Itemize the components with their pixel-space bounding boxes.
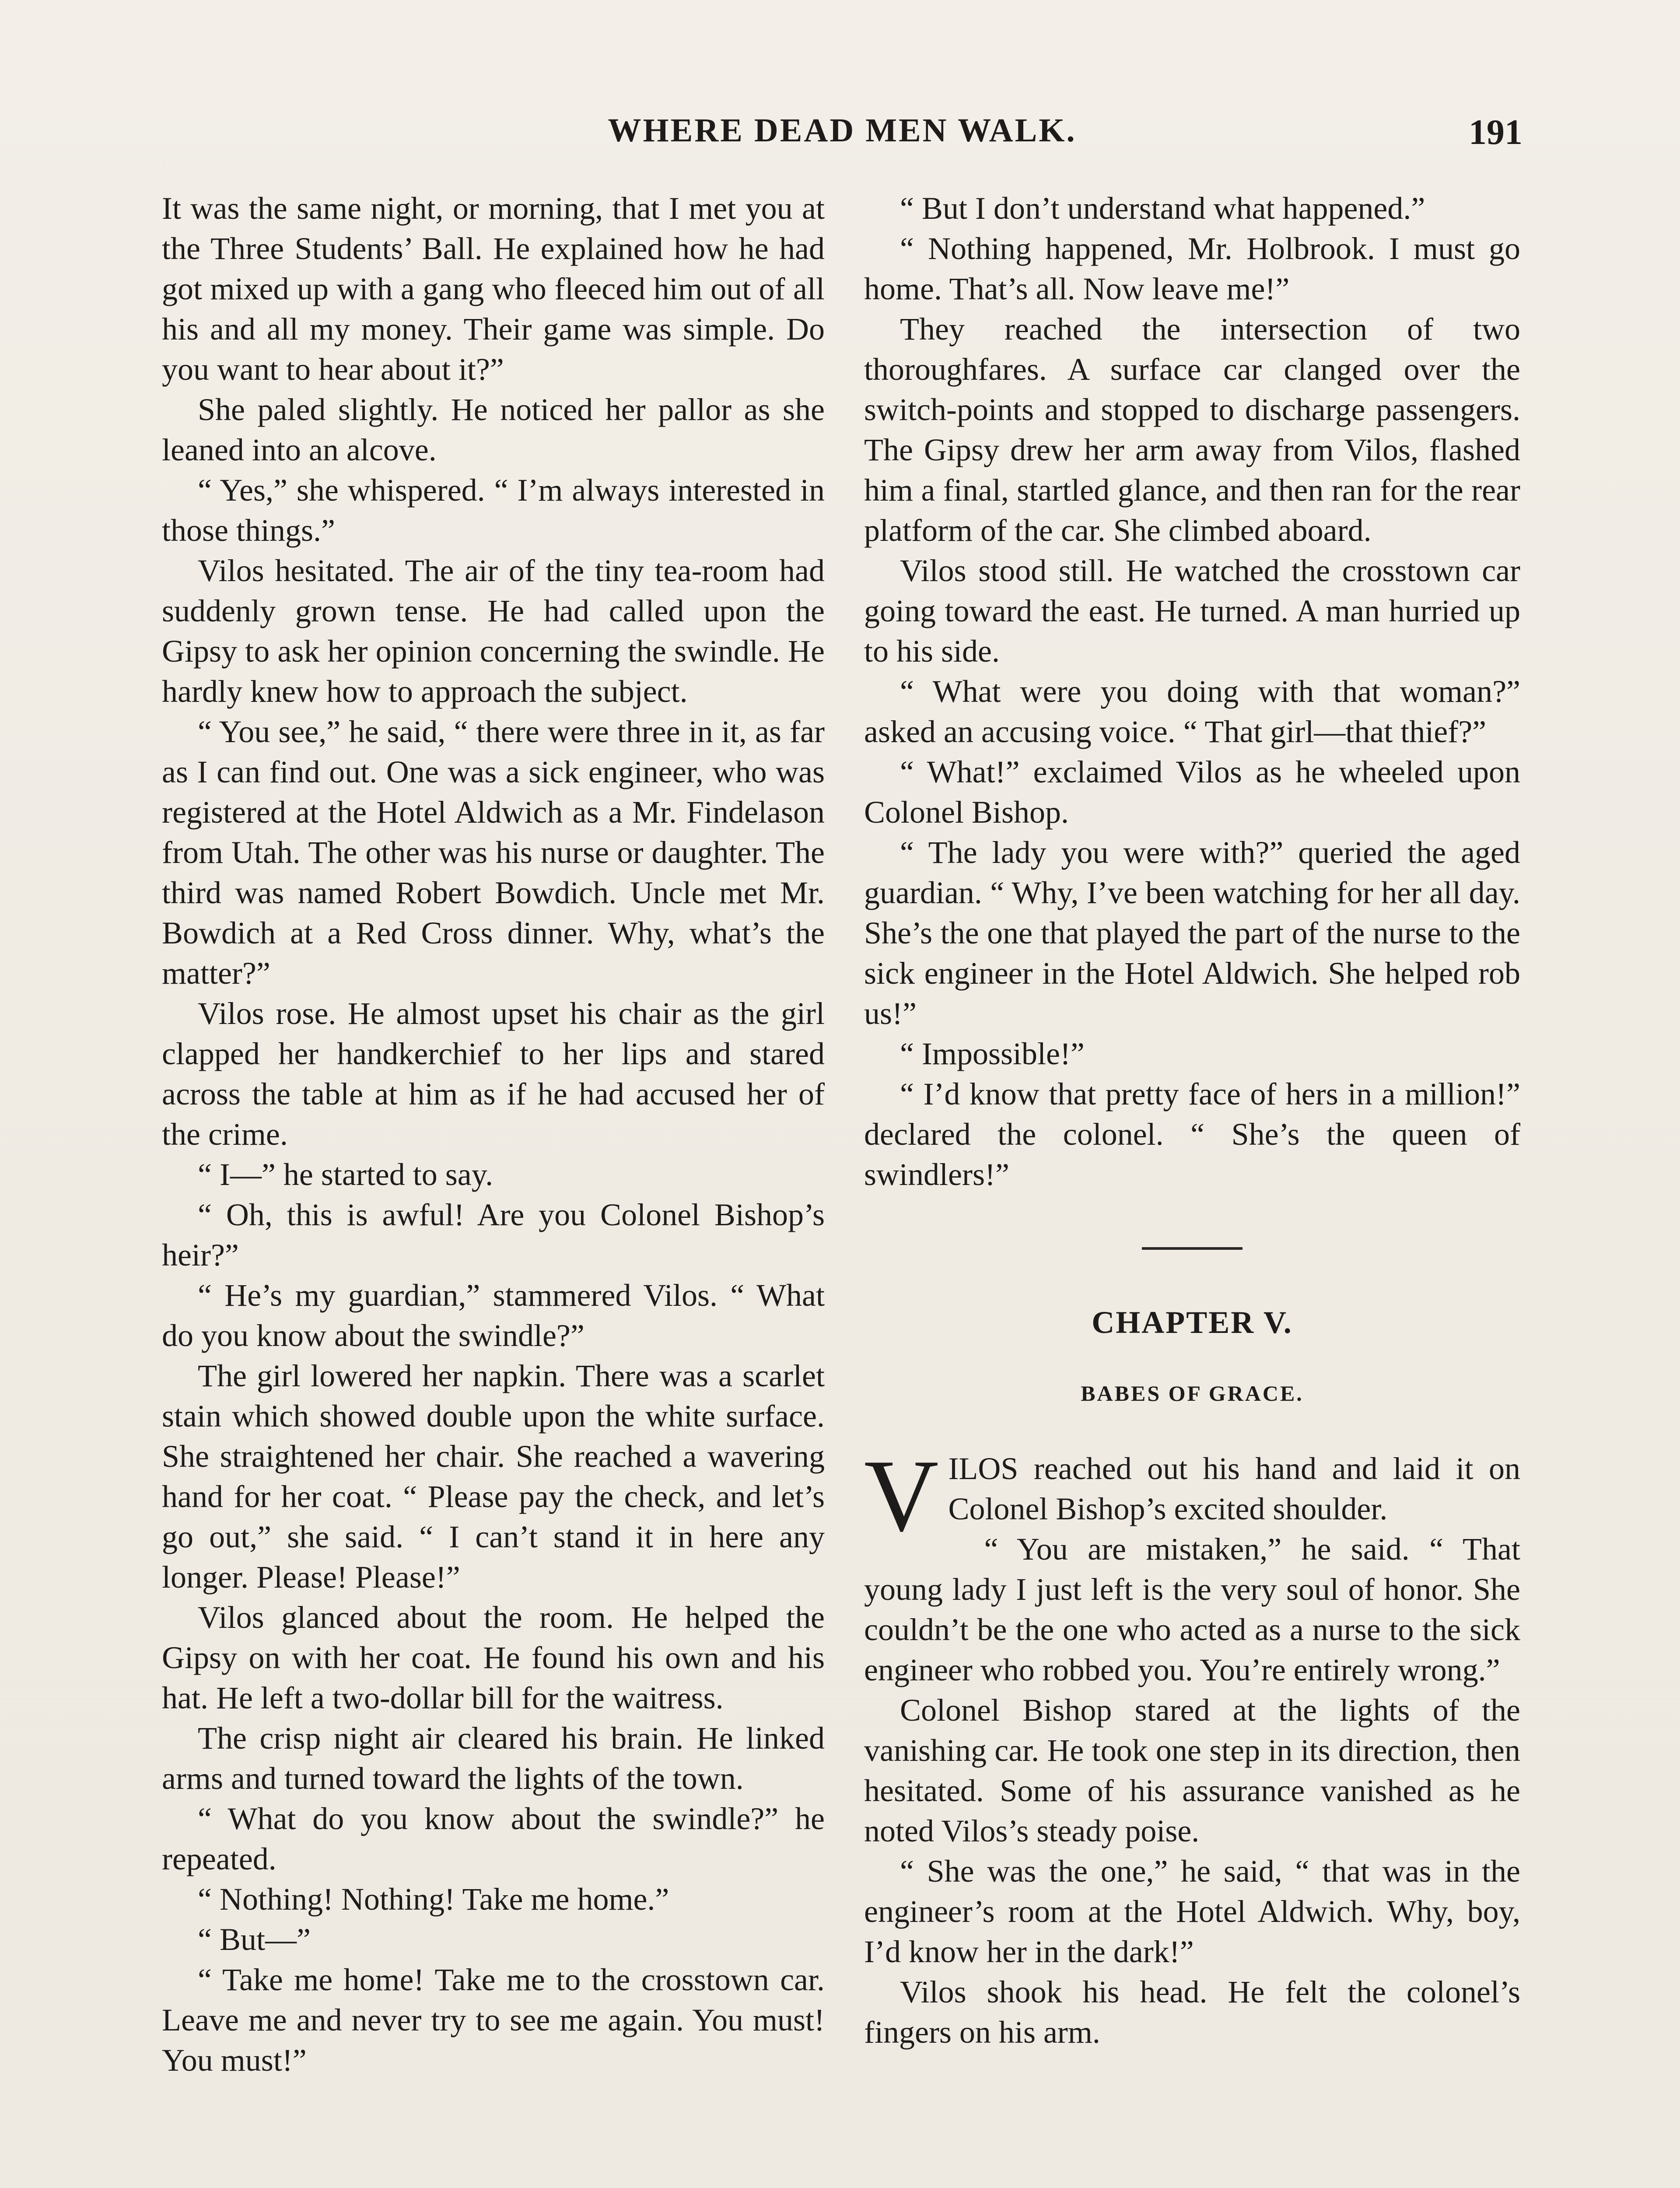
paragraph: “ Impossible!” <box>900 1036 1085 1071</box>
paragraph: Vilos shook his head. He felt the colonel’s fingers on his arm. <box>864 1974 1520 2050</box>
paragraph: Vilos hesitated. The air of the tiny tea-room had suddenly grown tense. He had called upon the Gipsy to ask her opinion concerning the swindle. He hardly knew how to approach the subject. <box>162 553 825 709</box>
paragraph: “ What were you doing with that woman?” asked an accusing voice. “ That girl—that thief?” <box>864 674 1520 749</box>
paragraph: Vilos stood still. He watched the crosstown car going toward the east. He turned. A man hurried up to his side. <box>864 553 1520 669</box>
chapter-opening-text: ILOS reached out his hand and laid it on Colonel Bishop’s excited shoulder. <box>948 1451 1520 1526</box>
paragraph: “ Nothing happened, Mr. Holbrook. I must go home. That’s all. Now leave me!” <box>864 231 1520 306</box>
paragraph: “ But—” <box>198 1922 311 1957</box>
section-divider <box>1142 1247 1242 1250</box>
page-header <box>162 112 1522 160</box>
paragraph: “ I—” he started to say. <box>198 1157 494 1192</box>
chapter-title: CHAPTER V. <box>1092 1305 1293 1340</box>
paragraph: “ What!” exclaimed Vilos as he wheeled upon Colonel Bishop. <box>864 754 1520 830</box>
paragraph: “ I’d know that pretty face of hers in a million!” declared the colonel. “ She’s the queen of swindlers!” <box>864 1076 1520 1192</box>
paragraph: Vilos rose. He almost upset his chair as the girl clapped her handkerchief to her lips and stared across the table at him as if he had accused her of the crime. <box>162 996 825 1152</box>
paragraph: “ She was the one,” he said, “ that was in the engineer’s room at the Hotel Aldwich. Why, boy, I’d know her in the dark!” <box>864 1854 1520 1969</box>
chapter-opening-paragraph <box>864 1439 1520 1553</box>
right-column-bottom-text <box>864 1529 1520 2052</box>
paragraph: The girl lowered her napkin. There was a scarlet stain which showed double upon the white surface. She straightened her chair. She reached a wavering hand for her coat. “ Please pay the check, and let’s go out,” she said. “ I can’t stand it in here any longer. Please! Please!” <box>162 1358 825 1595</box>
chapter-subtitle: BABES OF GRACE. <box>1081 1381 1304 1406</box>
paragraph: “ You see,” he said, “ there were three in it, as far as I can find out. One was a sick engineer, who was registered at the Hotel Aldwich as a Mr. Findelason from Utah. The other was his nurse or daughter. The third was named Robert Bowdich. Uncle met Mr. Bowdich at a Red Cross dinner. Why, what’s the matter?” <box>162 714 825 991</box>
right-column-top-text <box>864 188 1520 1195</box>
right-column <box>864 188 1520 2052</box>
drop-cap: V <box>864 1439 939 1553</box>
paragraph: “ What do you know about the swindle?” he repeated. <box>162 1801 825 1876</box>
paragraph: “ Nothing! Nothing! Take me home.” <box>198 1882 669 1917</box>
paragraph: “ But I don’t understand what happened.” <box>900 191 1425 226</box>
paragraph: The crisp night air cleared his brain. He linked arms and turned toward the lights of the town. <box>162 1721 825 1796</box>
paragraph: “ Oh, this is awful! Are you Colonel Bishop’s heir?” <box>162 1197 825 1273</box>
left-column <box>162 188 825 2080</box>
paragraph: She paled slightly. He noticed her pallor as she leaned into an alcove. <box>162 392 825 467</box>
paragraph: Colonel Bishop stared at the lights of the vanishing car. He took one step in its direction, then hesitated. Some of his assurance vanished as he noted Vilos’s steady poise. <box>864 1693 1520 1848</box>
paragraph: “ Yes,” she whispered. “ I’m always interested in those things.” <box>162 473 825 548</box>
paragraph: “ The lady you were with?” queried the aged guardian. “ Why, I’ve been watching for her all day. She’s the one that played the part of the nurse to the sick engineer in the Hotel Aldwich. She helped rob us!” <box>864 835 1520 1031</box>
page-number: 191 <box>1469 112 1522 152</box>
paragraph: “ Take me home! Take me to the crosstown car. Leave me and never try to see me again. You must! You must!” <box>162 1962 825 2078</box>
paragraph: “ You are mistaken,” he said. “ That young lady I just left is the very soul of honor. She couldn’t be the one who acted as a nurse to the sick engineer who robbed you. You’re entirely wrong.” <box>864 1532 1520 1687</box>
running-title: WHERE DEAD MEN WALK. <box>608 112 1077 149</box>
paragraph: It was the same night, or morning, that I met you at the Three Students’ Ball. He explained how he had got mixed up with a gang who fleeced him out of all his and all my money. Their game was simple. Do you want to hear about it?” <box>162 191 825 387</box>
paragraph: Vilos glanced about the room. He helped the Gipsy on with her coat. He found his own and his hat. He left a two-dollar bill for the waitress. <box>162 1600 825 1715</box>
paragraph: They reached the intersection of two thoroughfares. A surface car clanged over the switch-points and stopped to discharge passengers. The Gipsy drew her arm away from Vilos, flashed him a final, startled glance, and then ran for the rear platform of the car. She climbed aboard. <box>864 312 1520 548</box>
paragraph: “ He’s my guardian,” stammered Vilos. “ What do you know about the swindle?” <box>162 1278 825 1353</box>
